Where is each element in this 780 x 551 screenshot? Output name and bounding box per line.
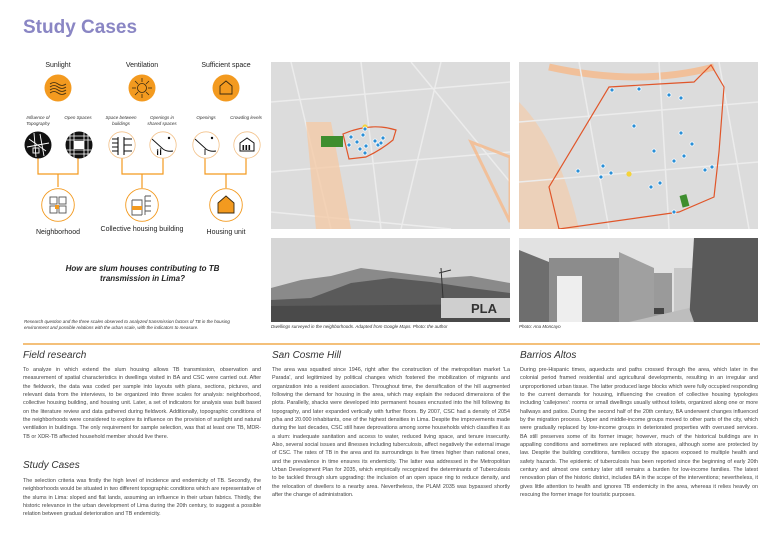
factor-label-ventilation: Ventilation [125,62,159,69]
photo-san-cosme [271,238,510,322]
indicator-label-open-spaces: Open Spaces [64,115,92,120]
indicator-label-crowding: Crowding levels [230,115,262,120]
diagram-caption: Research question and the three scales observed to analyzed transmission factors of TB in the housing environment and possible relations with the urban scale, with the indicators to measure. [24,319,230,330]
section-divider [23,343,760,345]
section-body-barrios-altos: During pre-Hispanic times, aqueducts and paths crossed through the area, which later in the colonial period framed residential and agricultural developments, resulting in an irregular and unproportioned urban tissue. The latter produced large blocks which were fully occupied responding to the current demands for housing, influencing the creation of collective housing typologies including 'callejones': rooms or small dwellings usually without toilets, organized along one or more hallways and patios. During the second half of the 20th century, BA underwent changes influenced by the migration process. Upper and middle-income groups moved to other parts of the city, which were gradually replaced by low-income groups in deteriorated properties with overused services. BA still preserves some of its former image; however, much of the historical buildings are in appalling conditions and sometimes are replaced with storages, although some are protected by law. Despite the building conditions, families occupy the spaces exposed to multiple health and safety hazards. The epidemic of tuberculosis has been reported since the beginning of early 20th century and almost one century later still remains a burden for low-income families. The latest renovation plan of the historic district, includes BA in the scope of the interventions; nevertheless, it gives little attention to health and ignores TB endemicity in the area, whereas it relies heavily on rescuing the former image for touristic purposes. [520,367,758,499]
scale-label-unit: Housing unit [206,229,246,236]
house-filled-icon [209,188,243,222]
connector-unit [205,158,246,188]
connector-neighborhood [38,158,78,187]
section-body-study-cases: The selection criteria was firstly the high level of incidence and endemicity of TB. Secondly, the neighborhoods would be situated in two different topographic conditions which are representative of the slums in Lima: sloped and flat lands, assuming an influence in their urban fabrics. Thirdly, the historic relevance in the urban development of Lima during the 20th century, to suggest a possible relation between gradual deterioration and TB endemicity. [23,478,261,518]
scale-label-building: Collective housing building [100,226,184,233]
section-title-field-research: Field research [23,350,87,361]
factor-label-sunlight: Sunlight [45,62,71,69]
crowded-house-icon [233,131,261,159]
street-map-icon [24,131,52,159]
photo-barrios-altos [519,238,758,322]
section-body-san-cosme: The area was squatted since 1946, right after the construction of the metropolitan market 'La Parada', and legitimized by political changes which fostered the mobilization of migrants and organization into a resident association. Throughout time, the densification of the hill augmented following the demand for housing in the area, which may explain the reduced dimensions of the plots. Parallelly, shacks were developed into permanent houses encrusted into the hill following its topography, and later expanded vertically with further floors. By 2007, CSC had a density of 2054 p/ha and 20.000 inhabitants, one of the highest densities in Lima. Despite the improvements made during the last decades, CSC still have deprovations among some households which classifies it as a slum: inadequate sanitation and access to water, reduced living space, and tenure insecurity. Also, several social issues and illnesses including tuberculosis, affect negatively the external image of CSC. The rates of TB in the area and its surroundings is five times higher than national ones, and the prevalence in time ensures its endemicity. The latter was addressed in the Metropolitan Urban Development Plan for 2035, which empirically recognized the determinants of Tuberculosis to be tackled through slum upgrading: the inclusion of an open space ring to reduce density, and the relocation of dwellers to a nearby area. Nevertheless, the PLAM 2035 was bypassed shortly after the change of administration. [272,367,510,499]
indicator-label-topography: Influence of Topography [26,115,50,126]
page-title: Study Cases [23,17,138,38]
wave-icon [44,74,72,102]
section-title-barrios-altos: Barrios Altos [520,350,577,361]
photo-left-caption: Dwellings surveyed in the neighborhoods. Adapted from Google Maps. Photo: the author [271,324,448,329]
indicator-label-openings: Openings [196,115,216,120]
sign-text: PLA [471,301,497,316]
blocks-icon [41,188,75,222]
section-title-study-cases: Study Cases [23,460,80,471]
research-question: How are slum houses contributing to TB transmission in Lima? [65,264,220,283]
slope-people-icon [149,131,177,159]
sun-icon [128,74,156,102]
factor-label-space: Sufficient space [201,62,251,69]
building-section-icon [125,188,159,222]
buildings-section-icon [108,131,136,159]
slope-sun-icon [192,131,220,159]
house-outline-icon [212,74,240,102]
connector-building [122,158,163,188]
photo-right-caption: Photo: Ana Moncayo [519,324,561,329]
green-area [321,136,343,147]
indicator-label-space-between: Space between buildings [105,115,137,126]
grid-open-space-icon [65,131,93,159]
section-body-field-research: To analyze in which extend the slum housing allows TB transmission, observation and measurement of spatial characteristics in dwellings visited in BA and CSC were carried out. After the fieldwork, the data was coded per sample into layouts with plans, sections, pictures, and relevant data from the interviews, to be organized into three scales for analysis: neighborhood, collective housing building, and housing unit. Later, a set of indicators for analysis was built based on the literature review and data gathered during fieldwork. Additionally, topographic conditions of the neighborhoods were considered to explore its influence on the provision of sunlight and natural ventilation in buildings. The only requirement for sample selection, was that at least one TB, MDR-TB or XDR-TB affected household member should live there. [23,367,261,440]
map-san-cosme [271,62,510,229]
indicator-label-openings-shared: Openings in shared spaces [147,115,177,126]
section-title-san-cosme: San Cosme Hill [272,350,341,361]
map-barrios-altos [519,62,758,229]
reference-marker [626,171,631,176]
scale-label-neighborhood: Neighborhood [36,229,80,236]
